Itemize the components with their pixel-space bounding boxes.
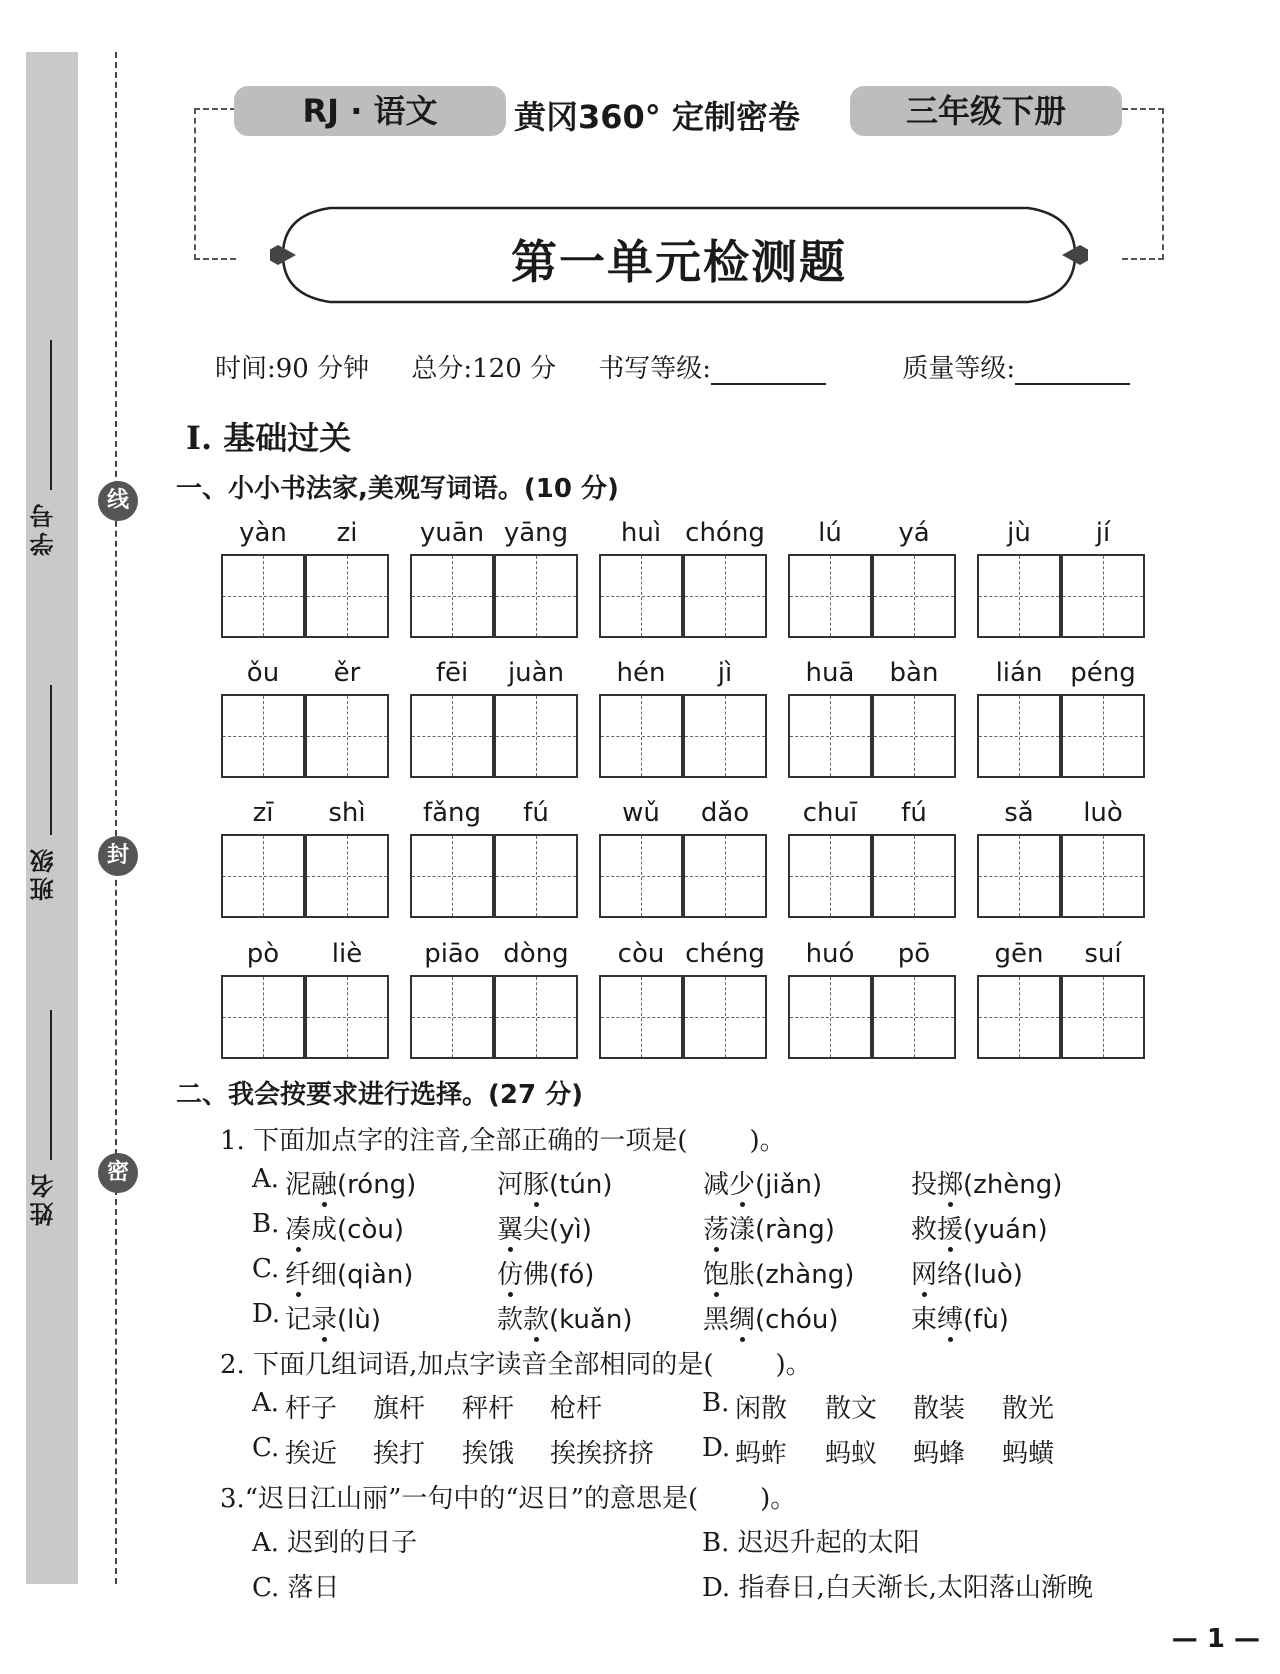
- dotted-char: 掷: [937, 1170, 964, 1200]
- q1-word: [911, 1209, 1048, 1246]
- writing-grade: [598, 354, 860, 384]
- grid-guide-v: [725, 836, 726, 916]
- grid-guide-v: [914, 696, 915, 776]
- grid-guide-v: [830, 836, 831, 916]
- q1-word: [497, 1299, 632, 1336]
- writing-box[interactable]: [683, 975, 767, 1059]
- pinyin-label: ěr: [333, 658, 361, 688]
- writing-box[interactable]: [494, 834, 578, 918]
- pinyin-label: còu: [617, 939, 665, 969]
- q3-option-c[interactable]: C. 落日: [252, 1573, 340, 1603]
- grid-guide-v: [641, 556, 642, 636]
- pinyin-label: dǎo: [700, 798, 750, 828]
- word-suffix: (zhèng): [963, 1170, 1063, 1200]
- dotted-char: 豚: [523, 1170, 550, 1200]
- word-prefix: 束: [911, 1305, 938, 1335]
- grid-guide-v: [536, 977, 537, 1057]
- name-field[interactable]: [26, 1010, 78, 1250]
- dotted-char: 少: [729, 1170, 756, 1200]
- grid-guide-v: [263, 836, 264, 916]
- grid-guide-v: [914, 836, 915, 916]
- q2-word: 挨近: [285, 1439, 338, 1469]
- dotted-char: 翼: [497, 1215, 524, 1245]
- pinyin-label: zī: [252, 798, 274, 828]
- grid-guide-v: [452, 977, 453, 1057]
- grid-guide-v: [1103, 977, 1104, 1057]
- word-prefix: 记: [285, 1305, 312, 1335]
- writing-box[interactable]: [872, 834, 956, 918]
- section-2-heading: 二、我会按要求进行选择。(27 分): [176, 1080, 583, 1110]
- exam-meta: [215, 348, 1198, 385]
- q2-word: 挨挨挤挤: [550, 1439, 655, 1469]
- pinyin-label: chuī: [802, 798, 858, 828]
- section-1-heading: 一、小小书法家,美观写词语。(10 分): [176, 474, 619, 504]
- pinyin-label: piāo: [424, 939, 480, 969]
- word-suffix: 成(còu): [311, 1215, 404, 1245]
- pinyin-label: hén: [616, 658, 666, 688]
- dotted-char: 凑: [285, 1215, 312, 1245]
- writing-box[interactable]: [977, 694, 1061, 778]
- writing-box[interactable]: [977, 834, 1061, 918]
- grid-guide-v: [641, 836, 642, 916]
- grid-guide-v: [725, 977, 726, 1057]
- q1-word: [285, 1164, 416, 1201]
- writing-box[interactable]: [221, 554, 305, 638]
- grid-guide-v: [914, 556, 915, 636]
- q2-word: 闲散: [735, 1394, 788, 1424]
- writing-box[interactable]: [410, 554, 494, 638]
- pinyin-label: péng: [1070, 658, 1136, 688]
- pinyin-label: shì: [328, 798, 366, 828]
- writing-box[interactable]: [599, 554, 683, 638]
- pinyin-label: liè: [331, 939, 363, 969]
- q1-option-label[interactable]: B.: [252, 1209, 280, 1239]
- grade-pill: 三年级下册: [850, 86, 1122, 136]
- q2-word: 枪杆: [550, 1394, 603, 1424]
- q2-word: 旗杆: [373, 1394, 426, 1424]
- q1-word: [703, 1254, 854, 1291]
- q1-option-label[interactable]: D.: [252, 1299, 281, 1329]
- grid-guide-v: [725, 556, 726, 636]
- pinyin-label: suí: [1084, 939, 1122, 969]
- dotted-char: 网: [911, 1260, 938, 1290]
- q1-word: [497, 1209, 592, 1246]
- pinyin-label: yá: [898, 518, 930, 548]
- writing-box[interactable]: [305, 694, 389, 778]
- pinyin-label: dòng: [503, 939, 569, 969]
- q2-option-label[interactable]: B.: [702, 1388, 730, 1418]
- pinyin-label: wǔ: [622, 798, 660, 828]
- class-label: 班级: [30, 845, 58, 901]
- grid-guide-v: [830, 556, 831, 636]
- writing-box[interactable]: [788, 834, 872, 918]
- total-label: 总分:120 分: [411, 354, 557, 384]
- q1-word: [285, 1299, 381, 1336]
- q1-stem: 1. 下面加点字的注音,全部正确的一项是(: [220, 1126, 688, 1156]
- writing-box[interactable]: [410, 975, 494, 1059]
- writing-box[interactable]: [1061, 554, 1145, 638]
- q2-word: 散光: [1002, 1394, 1055, 1424]
- word-suffix: 佛(fó): [523, 1260, 595, 1290]
- q1-word: [703, 1209, 835, 1246]
- quality-grade: [902, 354, 1164, 384]
- word-suffix: 尖(yì): [523, 1215, 592, 1245]
- grid-guide-v: [347, 977, 348, 1057]
- writing-grade-label: 书写等级:: [598, 354, 712, 384]
- pinyin-label: lú: [818, 518, 842, 548]
- seal-secret: 密: [98, 1153, 138, 1193]
- writing-box[interactable]: [683, 834, 767, 918]
- part-heading: Ⅰ. 基础过关: [186, 419, 352, 457]
- quality-grade-blank[interactable]: [1015, 361, 1130, 385]
- page-number: — 1 —: [1171, 1624, 1260, 1654]
- grid-guide-v: [347, 556, 348, 636]
- q2-option-label[interactable]: A.: [252, 1388, 280, 1418]
- q2-word: 散装: [913, 1394, 966, 1424]
- q1-word: [497, 1254, 594, 1291]
- q2-stem-end: )。: [775, 1350, 812, 1380]
- writing-box[interactable]: [494, 975, 578, 1059]
- question-3: [220, 1478, 796, 1515]
- grid-guide-v: [725, 696, 726, 776]
- word-suffix: (kuǎn): [549, 1305, 633, 1335]
- q1-stem-end: )。: [749, 1126, 786, 1156]
- q2-word: 杆子: [285, 1394, 338, 1424]
- dotted-char: 饱: [703, 1260, 730, 1290]
- student-id-line: [50, 340, 52, 490]
- q2-option-label[interactable]: D.: [702, 1433, 731, 1463]
- dotted-char: 款: [523, 1305, 550, 1335]
- writing-box[interactable]: [788, 554, 872, 638]
- word-suffix: (róng): [337, 1170, 417, 1200]
- writing-box[interactable]: [683, 554, 767, 638]
- writing-box[interactable]: [599, 975, 683, 1059]
- writing-box[interactable]: [683, 694, 767, 778]
- grid-guide-v: [452, 836, 453, 916]
- writing-box[interactable]: [872, 975, 956, 1059]
- word-prefix: 款: [497, 1305, 524, 1335]
- grid-guide-v: [536, 696, 537, 776]
- grid-guide-v: [263, 556, 264, 636]
- grid-guide-v: [536, 836, 537, 916]
- page-title: 第一单元检测题: [511, 235, 847, 289]
- name-line: [50, 1010, 52, 1160]
- pinyin-label: yāng: [503, 518, 569, 548]
- q3-option-a[interactable]: A. 迟到的日子: [252, 1528, 418, 1558]
- q1-option-label[interactable]: A.: [252, 1164, 280, 1194]
- pinyin-label: fēi: [435, 658, 469, 688]
- grid-guide-v: [347, 696, 348, 776]
- pinyin-label: pò: [246, 939, 280, 969]
- pinyin-label: yàn: [239, 518, 287, 548]
- writing-box[interactable]: [599, 694, 683, 778]
- word-suffix: 漾(ràng): [729, 1215, 835, 1245]
- word-suffix: (tún): [549, 1170, 613, 1200]
- pinyin-label: fǎng: [422, 798, 482, 828]
- writing-box[interactable]: [599, 834, 683, 918]
- q1-word: [911, 1164, 1062, 1201]
- pinyin-label: fú: [523, 798, 549, 828]
- word-suffix: 细(qiàn): [311, 1260, 414, 1290]
- pinyin-label: jí: [1095, 518, 1111, 548]
- header-dash-right: [1122, 108, 1164, 260]
- pinyin-label: ǒu: [246, 658, 280, 688]
- pinyin-label: chóng: [685, 518, 765, 548]
- series-title: 黄冈360° 定制密卷: [514, 98, 800, 136]
- writing-box[interactable]: [410, 834, 494, 918]
- pinyin-label: bàn: [889, 658, 939, 688]
- grid-guide-v: [914, 977, 915, 1057]
- writing-grade-blank[interactable]: [711, 361, 826, 385]
- q2-option-label[interactable]: C.: [252, 1433, 280, 1463]
- q2-word: 秤杆: [462, 1394, 515, 1424]
- writing-box[interactable]: [1061, 694, 1145, 778]
- grid-guide-v: [1019, 836, 1020, 916]
- grid-guide-v: [830, 696, 831, 776]
- q3-option-d[interactable]: D. 指春日,白天渐长,太阳落山渐晚: [702, 1573, 1093, 1603]
- grid-guide-v: [1019, 556, 1020, 636]
- q2-word: 蚂蟥: [1002, 1439, 1055, 1469]
- pinyin-label: jù: [1007, 518, 1031, 548]
- writing-box[interactable]: [1061, 834, 1145, 918]
- pinyin-label: luò: [1083, 798, 1123, 828]
- word-suffix: (jiǎn): [755, 1170, 823, 1200]
- pinyin-label: chéng: [685, 939, 765, 969]
- grid-guide-v: [263, 977, 264, 1057]
- writing-box[interactable]: [305, 834, 389, 918]
- grid-guide-v: [1019, 977, 1020, 1057]
- pinyin-label: juàn: [507, 658, 565, 688]
- dotted-char: 荡: [703, 1215, 730, 1245]
- grid-guide-v: [641, 977, 642, 1057]
- grid-guide-v: [536, 556, 537, 636]
- word-suffix: (fù): [963, 1305, 1009, 1335]
- writing-box[interactable]: [494, 694, 578, 778]
- grid-guide-v: [1103, 836, 1104, 916]
- dotted-char: 录: [311, 1305, 338, 1335]
- header-dash-left: [194, 108, 236, 260]
- q2-word: 蚂蚱: [735, 1439, 788, 1469]
- q2-word: 挨打: [373, 1439, 426, 1469]
- quality-grade-label: 质量等级:: [902, 354, 1016, 384]
- writing-box[interactable]: [977, 975, 1061, 1059]
- writing-box[interactable]: [410, 694, 494, 778]
- word-suffix: (lù): [337, 1305, 382, 1335]
- dotted-char: 援: [937, 1215, 964, 1245]
- grid-guide-v: [452, 696, 453, 776]
- q1-word: [285, 1254, 413, 1291]
- student-id-field[interactable]: [26, 340, 78, 590]
- writing-box[interactable]: [305, 554, 389, 638]
- class-line: [50, 685, 52, 835]
- writing-box[interactable]: [977, 554, 1061, 638]
- dotted-char: 纤: [285, 1260, 312, 1290]
- pinyin-label: lián: [995, 658, 1043, 688]
- grid-guide-v: [641, 696, 642, 776]
- writing-box[interactable]: [305, 975, 389, 1059]
- pinyin-label: zi: [336, 518, 358, 548]
- q1-word: [911, 1299, 1009, 1336]
- pinyin-label: huì: [620, 518, 662, 548]
- word-prefix: 投: [911, 1170, 938, 1200]
- word-prefix: 泥: [285, 1170, 312, 1200]
- q2-word: 挨饿: [462, 1439, 515, 1469]
- pinyin-label: huó: [805, 939, 855, 969]
- time-label: 时间:90 分钟: [215, 354, 370, 384]
- word-prefix: 黑: [703, 1305, 730, 1335]
- subject-pill: RJ · 语文: [234, 86, 506, 136]
- q3-option-b[interactable]: B. 迟迟升起的太阳: [702, 1528, 920, 1558]
- pinyin-label: sǎ: [1004, 798, 1034, 828]
- dotted-char: 仿: [497, 1260, 524, 1290]
- grid-guide-v: [347, 836, 348, 916]
- class-field[interactable]: [26, 685, 78, 915]
- q2-word: 蚂蚁: [825, 1439, 878, 1469]
- name-label: 姓名: [30, 1170, 58, 1226]
- q3-stem: 3.“迟日江山丽”一句中的“迟日”的意思是(: [220, 1484, 699, 1514]
- q1-word: [703, 1164, 822, 1201]
- writing-box[interactable]: [221, 834, 305, 918]
- pinyin-label: pō: [897, 939, 931, 969]
- grid-guide-v: [1103, 696, 1104, 776]
- word-prefix: 河: [497, 1170, 524, 1200]
- seal-line: 线: [98, 481, 138, 521]
- word-suffix: 络(luò): [937, 1260, 1023, 1290]
- writing-box[interactable]: [788, 975, 872, 1059]
- q1-word: [497, 1164, 612, 1201]
- q3-stem-end: )。: [760, 1484, 797, 1514]
- q2-word: 散文: [825, 1394, 878, 1424]
- dotted-char: 融: [311, 1170, 338, 1200]
- pinyin-label: huā: [805, 658, 855, 688]
- writing-box[interactable]: [872, 694, 956, 778]
- grid-guide-v: [263, 696, 264, 776]
- q2-word: 蚂蜂: [913, 1439, 966, 1469]
- writing-box[interactable]: [1061, 975, 1145, 1059]
- word-suffix: (yuán): [963, 1215, 1048, 1245]
- cut-line: [115, 52, 117, 1584]
- q1-word: [911, 1254, 1023, 1291]
- question-1: [220, 1120, 786, 1157]
- writing-box[interactable]: [494, 554, 578, 638]
- pinyin-label: fú: [901, 798, 927, 828]
- q1-option-label[interactable]: C.: [252, 1254, 280, 1284]
- writing-box[interactable]: [221, 694, 305, 778]
- word-prefix: 减: [703, 1170, 730, 1200]
- word-suffix: (chóu): [755, 1305, 839, 1335]
- dotted-char: 缚: [937, 1305, 964, 1335]
- pinyin-label: gēn: [994, 939, 1044, 969]
- word-prefix: 救: [911, 1215, 938, 1245]
- pinyin-label: jì: [717, 658, 733, 688]
- writing-box[interactable]: [221, 975, 305, 1059]
- pinyin-label: yuān: [419, 518, 485, 548]
- grid-guide-v: [452, 556, 453, 636]
- grid-guide-v: [1019, 696, 1020, 776]
- q2-stem: 2. 下面几组词语,加点字读音全部相同的是(: [220, 1350, 714, 1380]
- grid-guide-v: [830, 977, 831, 1057]
- writing-box[interactable]: [872, 554, 956, 638]
- grid-guide-v: [1103, 556, 1104, 636]
- q1-word: [285, 1209, 404, 1246]
- seal-seal: 封: [98, 836, 138, 876]
- student-id-label: 学号: [30, 500, 58, 556]
- dotted-char: 绸: [729, 1305, 756, 1335]
- q1-word: [703, 1299, 838, 1336]
- writing-box[interactable]: [788, 694, 872, 778]
- question-2: [220, 1344, 812, 1381]
- word-suffix: 胀(zhàng): [729, 1260, 855, 1290]
